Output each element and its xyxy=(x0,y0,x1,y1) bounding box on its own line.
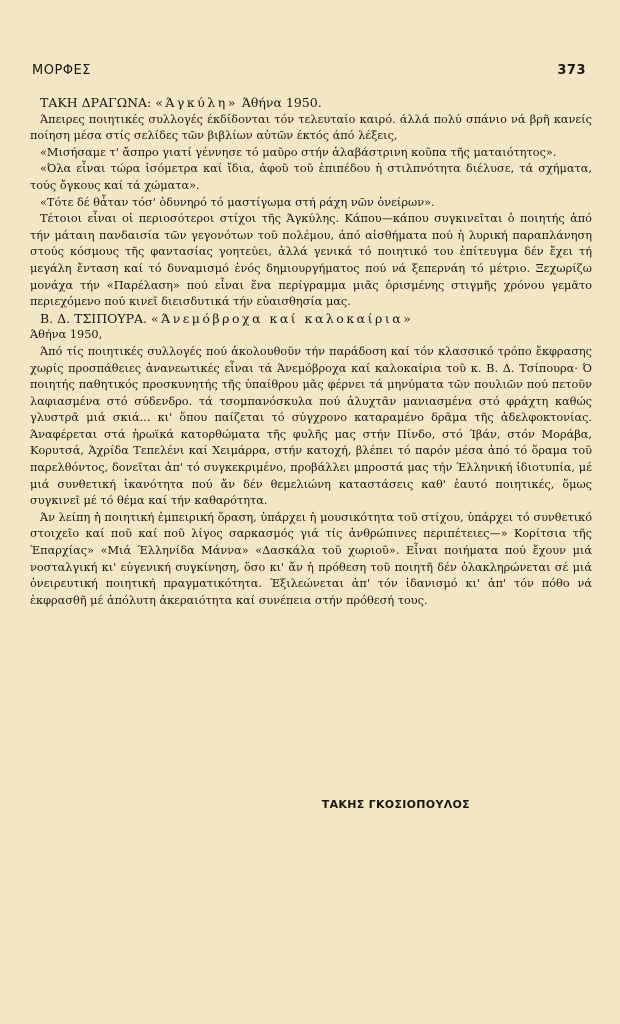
review1-place-year: Άθήνα 1950. xyxy=(241,95,322,110)
page-number: 373 xyxy=(557,63,586,78)
review1-title: «Άγκύλη» xyxy=(155,95,238,110)
article-body xyxy=(30,95,592,609)
review1-paragraph-2: Τέτοιοι εἶναι οἱ περιοσότεροι στίχοι τῆς Άγκύλης. Κάπου—κάπου συγκινεῖται ὁ ποιητής ἀπό τήν μάταιη πανδαισία τῶν γεγονότων τοῦ πολέμου, ἀπό αἰσθήματα πού ἡ λυρική παραπλάνηση στούς κόσμους τῆς φαντασίας γοητεύει, ἀλλά γενικά τό ποιητικό του ἐπίτευγμα δέν ἔχει τή μεγάλη ἔνταση καί τό δυναμισμό ἑνός δημιουργήματος πού νά ξεπερνάη τό μέτριο. Ξεχωρίζω μονάχα τήν «Παρέλαση» πού εἶναι ἕνα περίγραμμα μιᾶς ὁρισμένης στιγμῆς χρόνου γεμᾶτο περιεχόμενο πού κινεῖ διεισδυτικά τήν εὐαισθησία μας. xyxy=(30,212,592,309)
review1-quote-1: «Μισήσαμε τ' ἄσπρο γιατί γέννησε τό μαῦρο στήν ἀλαβάστρινη κοῦπα τῆς ματαιότητος». xyxy=(40,145,557,159)
review2-paragraph-1: Άπό τίς ποιητικές συλλογές πού ἀκολουθοῦν τήν παράδοση καί τόν κλασσικό τρόπο ἔκφρασης χωρίς προσπάθειες ἀνανεωτικές εἶναι τά Άνεμόβροχα καί καλοκαίρια τοῦ κ. Β. Δ. Τσίπουρα· Ό ποιητής παθητικός προσκυνητής τῆς ὑπαίθρου μᾶς φέρνει τά μηνύματα τῶν πουλιῶν πού πετοῦν λαφιασμένα στό σύδενδρο. τά τσομπανόσκυλα πού ἀλυχτᾶν μανιασμένα στό φράχτη καθώς γλυστρᾶ μιά σκιά... κι' ὅπου παίζεται τό σύγχρονο καταραμένο δρᾶμα τῆς ἀδελφοκτονίας. Άναφέρεται στά ἡρωϊκά κατορθώματα τῆς φυλῆς μας στήν Πίνδο, στό Ίβάν, στόν Μοράβα, Κορυτσά, Άχρίδα Τεπελένι καί Χειμάρρα, στήν κατοχή, βλέπει τό παρόν μέσα ἀπό τό ὅραμα τοῦ παρελθόντος, δονεῖται ἀπ' τό συγκεκριμένο, προβάλλει μπροστά μας τήν Έλληνική ἰδιοτυπία, μέ μιά συνθετική ἱκανότητα πού ἄν δέν θεμελιώνη καταστάσεις καθ' ἑαυτό ποιητικές, ὅμως συγκινεῖ μέ τό θέμα καί τήν καθαρότητα. xyxy=(30,344,592,508)
author-signature: ΤΑΚΗΣ ΓΚΟΣΙΟΠΟΥΛΟΣ xyxy=(321,798,470,811)
review1-quote-2: «Όλα εἶναι τώρα ἰσόμετρα καί ἴδια, ἀφοῦ τοῦ ἐπιπέδου ἡ στιλπνότητα διέλυσε, τά σχήματα, τούς ὄγκους καί τά χώματα». xyxy=(30,162,592,192)
review1-paragraph-1: Άπειρες ποιητικές συλλογές έκδίδονται τόν τελευταίο καιρό. άλλά πολύ σπάνιο νά βρῆ κανείς ποίηση μέσα στίς σελίδες τῶν βιβλίων αὐτῶν έκτός άπό λέξεις, xyxy=(30,112,592,143)
review2-paragraph-2: Άν λείπη ἡ ποιητική ἐμπειρική ὅραση, ὑπάρχει ἡ μουσικότητα τοῦ στίχου, ὑπάρχει τό συνθετικό στοιχεῖο καί ποῦ καί ποῦ λίγος σαρκασμός γιά τίς ἀνθρώπινες περιπέτειες—» Κορίτσια τῆς Έπαρχίας» «Μιά Έλληνίδα Μάννα» «Δασκάλα τοῦ χωριοῦ». Εἶναι ποιήματα πού ἔχουν μιά νοσταλγική κι' εὐγενική συγκίνηση, ὅσο κι' ἄν ἡ πρόθεση τοῦ ποιητῆ δέν ὁλακληρώνεται σέ μιά ὀνειρευτική ποιητική πραγματικότητα. Έξιλεώνεται ἀπ' τόν ἰδανισμό κι' ἀπ' τόν πόθο νά ἐκφρασθῆ μέ ἀπόλυτη ἀκεραιότητα καί συνέπεια στήν πρόθεσή τους. xyxy=(30,510,592,607)
review2-title: «Άνεμόβροχα καί καλοκαίρια» xyxy=(151,310,414,326)
review1-heading xyxy=(30,95,592,112)
journal-title: ΜΟΡΦΕΣ xyxy=(32,63,91,78)
review1-author: ΤΑΚΗ ΔΡΑΓΩΝΑ: xyxy=(40,95,152,110)
review2-heading xyxy=(30,311,592,328)
review2-author: Β. Δ. ΤΣΙΠΟΥΡΑ. xyxy=(40,310,148,326)
review1-quote-3: «Τότε δέ θἆταν τόσ' ὀδυνηρό τό μαστίγωμα στή ράχη νῶν ὀνείρων». xyxy=(40,195,435,209)
review2-place-year: Άθήνα 1950, xyxy=(30,328,103,342)
